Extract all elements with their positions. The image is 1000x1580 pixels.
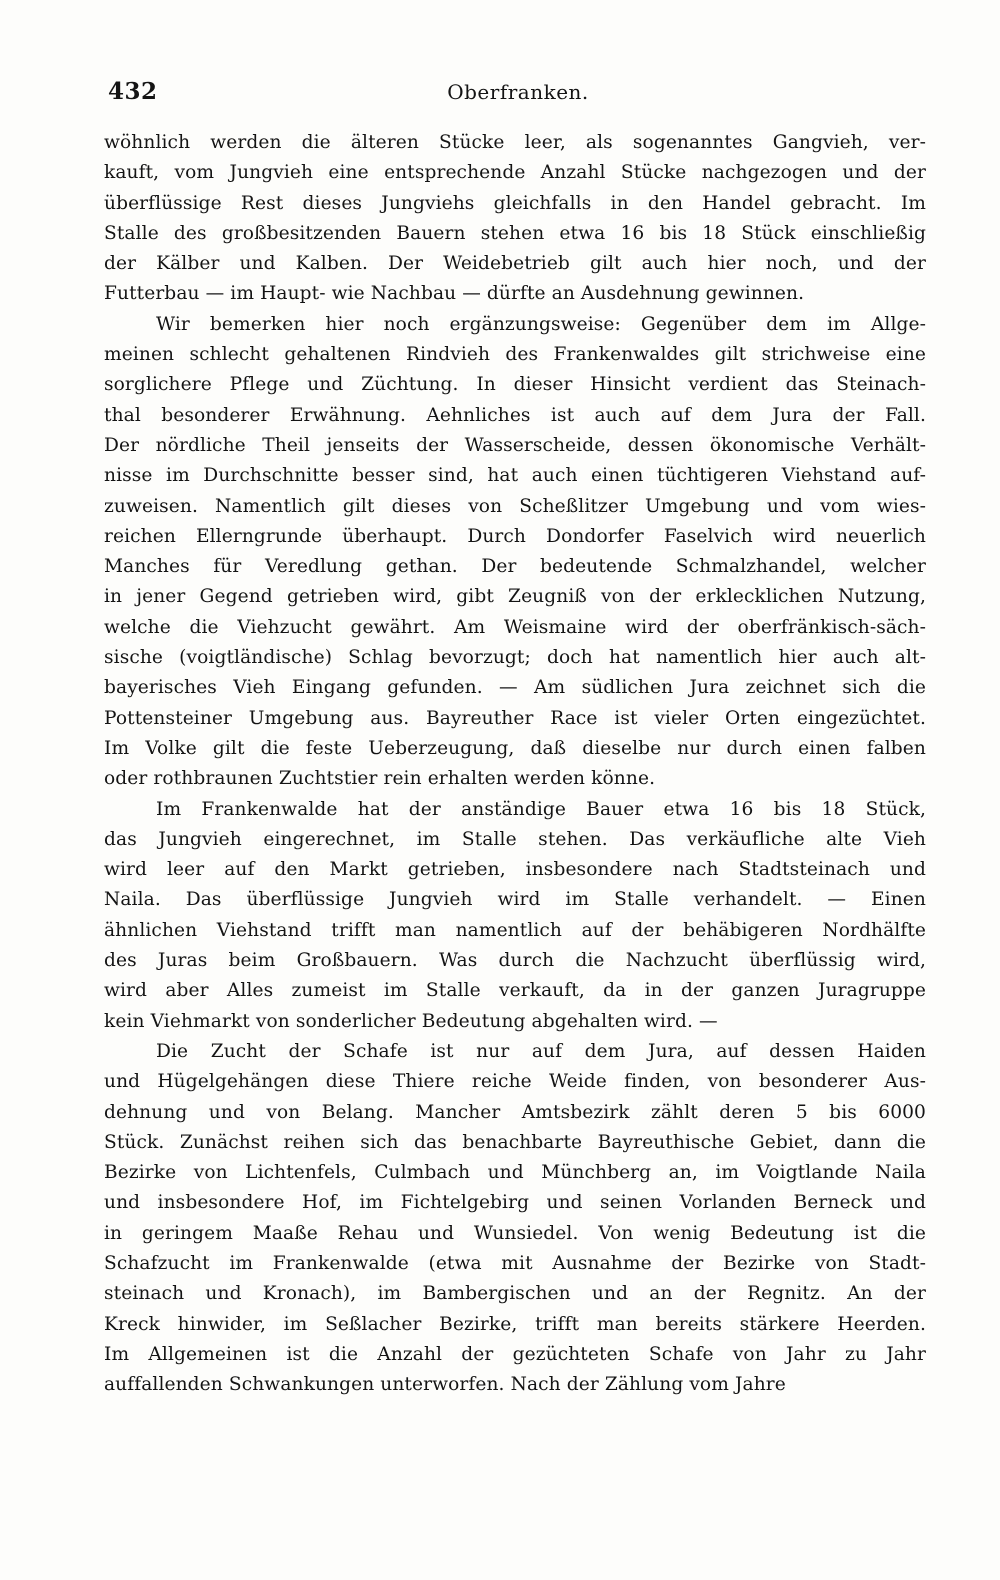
text-line: reichen Ellerngrunde überhaupt. Durch Dondorfer Faselvich wird neuerlich <box>104 525 926 547</box>
text-line: das Jungvieh eingerechnet, im Stalle stehen. Das verkäufliche alte Vieh <box>104 828 926 850</box>
text-line: kein Viehmarkt von sonderlicher Bedeutung abgehalten wird. — <box>104 1010 718 1032</box>
text-line: oder rothbraunen Zuchtstier rein erhalten werden könne. <box>104 768 656 790</box>
text-line: in jener Gegend getrieben wird, gibt Zeugniß von der erklecklichen Nutzung, <box>104 586 926 608</box>
text-line: Stück. Zunächst reihen sich das benachbarte Bayreuthische Gebiet, dann die <box>104 1131 926 1153</box>
page-number: 432 <box>108 78 158 105</box>
text-line: Kreck hinwider, im Seßlacher Bezirke, trifft man bereits stärkere Heerden. <box>104 1313 926 1335</box>
text-line: Im Frankenwalde hat der anständige Bauer etwa 16 bis 18 Stück, <box>156 798 926 820</box>
text-line: des Juras beim Großbauern. Was durch die Nachzucht überflüssig wird, <box>104 950 926 972</box>
text-line: welche die Viehzucht gewährt. Am Weismaine wird der oberfränkisch-säch- <box>104 616 926 638</box>
paragraph <box>104 1037 926 1401</box>
text-line: Schafzucht im Frankenwalde (etwa mit Ausnahme der Bezirke von Stadt- <box>104 1252 926 1274</box>
text-line: wird aber Alles zumeist im Stalle verkauft, da in der ganzen Juragruppe <box>104 980 926 1002</box>
text-line: nisse im Durchschnitte besser sind, hat auch einen tüchtigeren Viehstand auf- <box>104 465 926 487</box>
text-line: Pottensteiner Umgebung aus. Bayreuther Race ist vieler Orten eingezüchtet. <box>104 707 926 729</box>
text-line: Stalle des großbesitzenden Bauern stehen etwa 16 bis 18 Stück einschließig <box>104 222 926 244</box>
text-line: steinach und Kronach), im Bambergischen und an der Regnitz. An der <box>104 1283 926 1305</box>
text-line: bayerisches Vieh Eingang gefunden. — Am südlichen Jura zeichnet sich die <box>104 677 926 699</box>
text-line: Naila. Das überflüssige Jungvieh wird im Stalle verhandelt. — Einen <box>104 889 926 911</box>
text-line: sorglichere Pflege und Züchtung. In dieser Hinsicht verdient das Steinach- <box>104 374 926 396</box>
body-text <box>104 128 926 1418</box>
text-line: in geringem Maaße Rehau und Wunsiedel. Von wenig Bedeutung ist die <box>104 1222 926 1244</box>
text-line: Manches für Veredlung gethan. Der bedeutende Schmalzhandel, welcher <box>104 556 926 578</box>
text-line: auffallenden Schwankungen unterworfen. Nach der Zählung vom Jahre <box>104 1374 786 1396</box>
text-line: wöhnlich werden die älteren Stücke leer, als sogenanntes Gangvieh, ver- <box>104 132 926 153</box>
text-line: sische (voigtländische) Schlag bevorzugt; doch hat namentlich hier auch alt- <box>104 647 926 669</box>
paragraph <box>104 128 926 310</box>
paragraph <box>104 310 926 795</box>
paragraph <box>104 795 926 1037</box>
text-line: Futterbau — im Haupt- wie Nachbau — dürfte an Ausdehnung gewinnen. <box>104 283 805 305</box>
text-line: Der nördliche Theil jenseits der Wasserscheide, dessen ökonomische Verhält- <box>104 434 926 456</box>
text-line: meinen schlecht gehaltenen Rindvieh des Frankenwaldes gilt strichweise eine <box>104 344 926 366</box>
text-line: der Kälber und Kalben. Der Weidebetrieb gilt auch hier noch, und der <box>104 253 926 275</box>
text-line: und Hügelgehängen diese Thiere reiche Weide finden, von besonderer Aus- <box>104 1071 926 1093</box>
text-line: Im Volke gilt die feste Ueberzeugung, daß dieselbe nur durch einen falben <box>104 737 926 759</box>
text-line: und insbesondere Hof, im Fichtelgebirg und seinen Vorlanden Berneck und <box>104 1192 926 1214</box>
text-line: wird leer auf den Markt getrieben, insbesondere nach Stadtsteinach und <box>104 859 926 881</box>
page-header <box>108 78 928 112</box>
running-head: Oberfranken. <box>447 80 589 104</box>
text-line: zuweisen. Namentlich gilt dieses von Scheßlitzer Umgebung und vom wies- <box>104 495 926 517</box>
text-line: thal besonderer Erwähnung. Aehnliches ist auch auf dem Jura der Fall. <box>104 404 926 426</box>
text-line: Die Zucht der Schafe ist nur auf dem Jura, auf dessen Haiden <box>156 1040 926 1062</box>
text-line: Bezirke von Lichtenfels, Culmbach und Münchberg an, im Voigtlande Naila <box>104 1162 926 1184</box>
text-line: dehnung und von Belang. Mancher Amtsbezirk zählt deren 5 bis 6000 <box>104 1101 926 1123</box>
text-line: kauft, vom Jungvieh eine entsprechende Anzahl Stücke nachgezogen und der <box>104 162 926 184</box>
text-line: Im Allgemeinen ist die Anzahl der gezüchteten Schafe von Jahr zu Jahr <box>104 1343 926 1365</box>
text-line: überflüssige Rest dieses Jungviehs gleichfalls in den Handel gebracht. Im <box>104 192 926 214</box>
text-line: ähnlichen Viehstand trifft man namentlich auf der behäbigeren Nordhälfte <box>104 919 926 941</box>
text-line: Wir bemerken hier noch ergänzungsweise: Gegenüber dem im Allge- <box>156 313 926 335</box>
